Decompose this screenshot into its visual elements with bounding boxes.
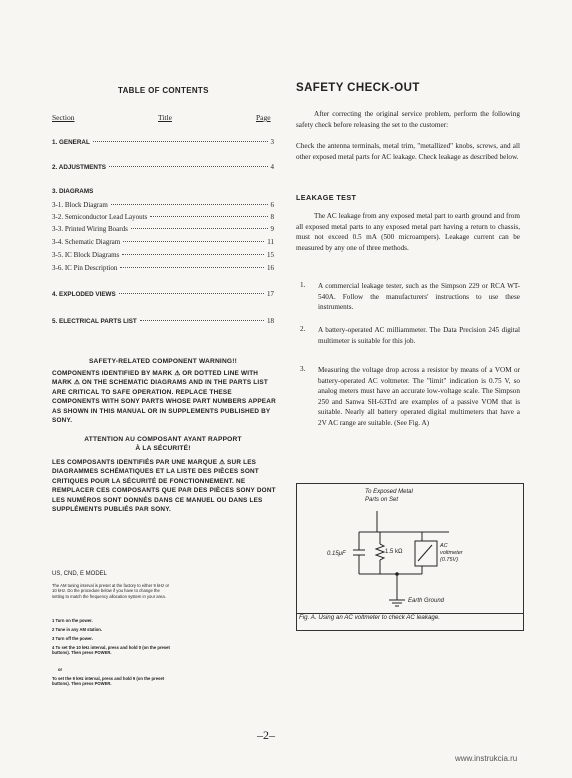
toc-row	[52, 138, 274, 149]
toc-row-page: 17	[267, 290, 274, 298]
method-text: A battery-operated AC milliammeter. The Data Precision 245 digital multimeter is suitable for this job.	[318, 326, 520, 345]
figure-label-top: To Exposed Metal	[365, 489, 413, 495]
toc-row-label: 3-1. Block Diagram	[52, 201, 108, 209]
method-text: Measuring the voltage drop across a resistor by means of a VOM or battery-operated AC voltmeter. The "limit" indication is 0.75 V, so analog meters must have an accurate low-voltage scale. The Simpson 250 and Sanwa SH-63Trd are examples of a passive VOM that is suitable. Nearly all battery operated digital multimeters that have a 2V AC range are suitable. (See Fig. A)	[318, 366, 520, 427]
toc-row	[52, 251, 274, 262]
safety-checkout-title: SAFETY CHECK-OUT	[296, 82, 420, 94]
method-number: 1.	[300, 281, 306, 289]
toc-row-label: 4. EXPLODED VIEWS	[52, 291, 116, 298]
tuning-step: 3 Turn off the power.	[52, 636, 93, 641]
toc-row	[52, 188, 274, 199]
watermark: www.instrukcia.ru	[455, 754, 518, 763]
toc-row-page: 16	[267, 264, 274, 272]
toc-row-page: 8	[270, 213, 274, 221]
toc-row-label: 5. ELECTRICAL PARTS LIST	[52, 318, 137, 325]
earth-ground-label: Earth Ground	[408, 598, 445, 604]
tuning-step: 4 To set the 10 kHz interval, press and hold 0 (on the preset buttons). Then press POWER.	[52, 645, 170, 656]
french-warning-title-1: ATTENTION AU COMPOSANT AYANT RAPPORT	[84, 436, 242, 443]
toc-row	[52, 225, 274, 236]
method-number: 3.	[300, 365, 306, 373]
toc-col-title: Title	[158, 113, 172, 122]
toc-row-page: 3	[270, 138, 274, 146]
toc-row-label: 3-5. IC Block Diagrams	[52, 251, 120, 259]
french-warning-body: LES COMPOSANTS IDENTIFIÉS PAR UNE MARQUE ⚠ SUR LES DIAGRAMMES SCHÉMATIQUES ET LA LISTE DES PIÈCES SONT CRITIQUES POUR LA SÉCURITÉ DE FONCTIONNEMENT. NE REMPLACER CES COMPOSANTS QUE PAR DES PIÈCES SONY DONT LES NUMÉROS SONT DONNÉS DANS CE MANUEL OU DANS LES SUPPLÉMENTS PUBLIÉS PAR SONY.	[52, 459, 276, 514]
voltmeter-label-1: AC	[440, 543, 448, 549]
toc-row-label: 2. ADJUSTMENTS	[52, 164, 106, 171]
voltmeter-label-2: voltmeter	[440, 550, 463, 556]
toc-row-page: 18	[267, 317, 274, 325]
voltmeter-label-3: (0.75V)	[440, 557, 459, 563]
resistor-label: 1.5 kΩ	[385, 549, 403, 555]
safety-warning-title: SAFETY-RELATED COMPONENT WARNING!!	[88, 358, 238, 365]
page-number: –2–	[257, 728, 275, 742]
tuning-note: The AM tuning interval is preset at the factory to either 9 kHz or 10 kHz. Do the procedure below if you have to change the setting to match the frequency allocation system in your area.	[52, 583, 170, 599]
toc-row	[52, 317, 274, 328]
toc-col-section: Section	[52, 113, 75, 122]
toc-row-label: 3. DIAGRAMS	[52, 188, 94, 195]
toc-row-page: 6	[270, 201, 274, 209]
tuning-step: 2 Tune in any AM station.	[52, 627, 103, 632]
toc-row-page: 15	[267, 251, 274, 259]
leakage-test-title: LEAKAGE TEST	[296, 193, 357, 202]
safety-warning-body: COMPONENTS IDENTIFIED BY MARK ⚠ OR DOTTED LINE WITH MARK ⚠ ON THE SCHEMATIC DIAGRAMS AND IN THE PARTS LIST ARE CRITICAL TO SAFE OPERATION. REPLACE THESE COMPONENTS WITH SONY PARTS WHOSE PART NUMBERS APPEAR AS SHOWN IN THIS MANUAL OR IN SUPPLEMENTS PUBLISHED BY SONY.	[52, 370, 276, 425]
model-label: US, CND, E MODEL	[52, 571, 108, 577]
tuning-step: or	[58, 667, 63, 672]
toc-row	[52, 213, 274, 224]
toc-row-page: 9	[270, 225, 274, 233]
safety-intro-2: Check the antenna terminals, metal trim, "metallized" knobs, screws, and all other exposed metal parts for AC leakage. Check leakage as described below.	[296, 142, 520, 161]
toc-row-label: 1. GENERAL	[52, 139, 90, 146]
toc-row	[52, 163, 274, 174]
leakage-test-body: The AC leakage from any exposed metal part to earth ground and from all exposed metal parts to any exposed metal part having a return to chassis, must not exceed 0.5 mA (500 microampers). Leakage current can be measured by any one of three methods.	[296, 212, 520, 252]
toc-title: TABLE OF CONTENTS	[118, 86, 209, 95]
figure-caption: Fig. A. Using an AC voltmeter to check AC leakage.	[299, 614, 440, 621]
toc-row	[52, 264, 274, 275]
toc-row-label: 3-2. Semiconductor Lead Layouts	[52, 213, 148, 221]
toc-row-label: 3-3. Printed Wiring Boards	[52, 225, 128, 233]
toc-col-page: Page	[256, 113, 271, 122]
french-warning-title-2: À LA SÉCURITÉ!	[135, 445, 191, 452]
capacitor-label: 0.15μF	[327, 551, 346, 557]
toc-row-label: 3-6. IC Pin Description	[52, 264, 118, 272]
tuning-step: 1 Turn on the power.	[52, 618, 93, 623]
toc-row	[52, 238, 274, 249]
figure-a-frame	[296, 483, 524, 631]
toc-row	[52, 201, 274, 212]
tuning-step: To set the 9 kHz interval, press and hold 9 (on the preset buttons). Then press POWER.	[52, 676, 165, 687]
safety-intro: After correcting the original service problem, perform the following safety check before releasing the set to the customer:	[296, 110, 520, 129]
toc-row	[52, 290, 274, 301]
leakage-circuit-diagram	[297, 484, 523, 630]
toc-row-page: 11	[267, 238, 274, 246]
figure-label-top-2: Parts on Set	[365, 497, 399, 503]
method-text: A commercial leakage tester, such as the Simpson 229 or RCA WT-540A. Follow the manufacturers' instructions to use these instruments.	[318, 282, 520, 312]
method-number: 2.	[300, 325, 306, 333]
toc-row-label: 3-4. Schematic Diagram	[52, 238, 121, 246]
toc-row-page: 4	[270, 163, 274, 171]
